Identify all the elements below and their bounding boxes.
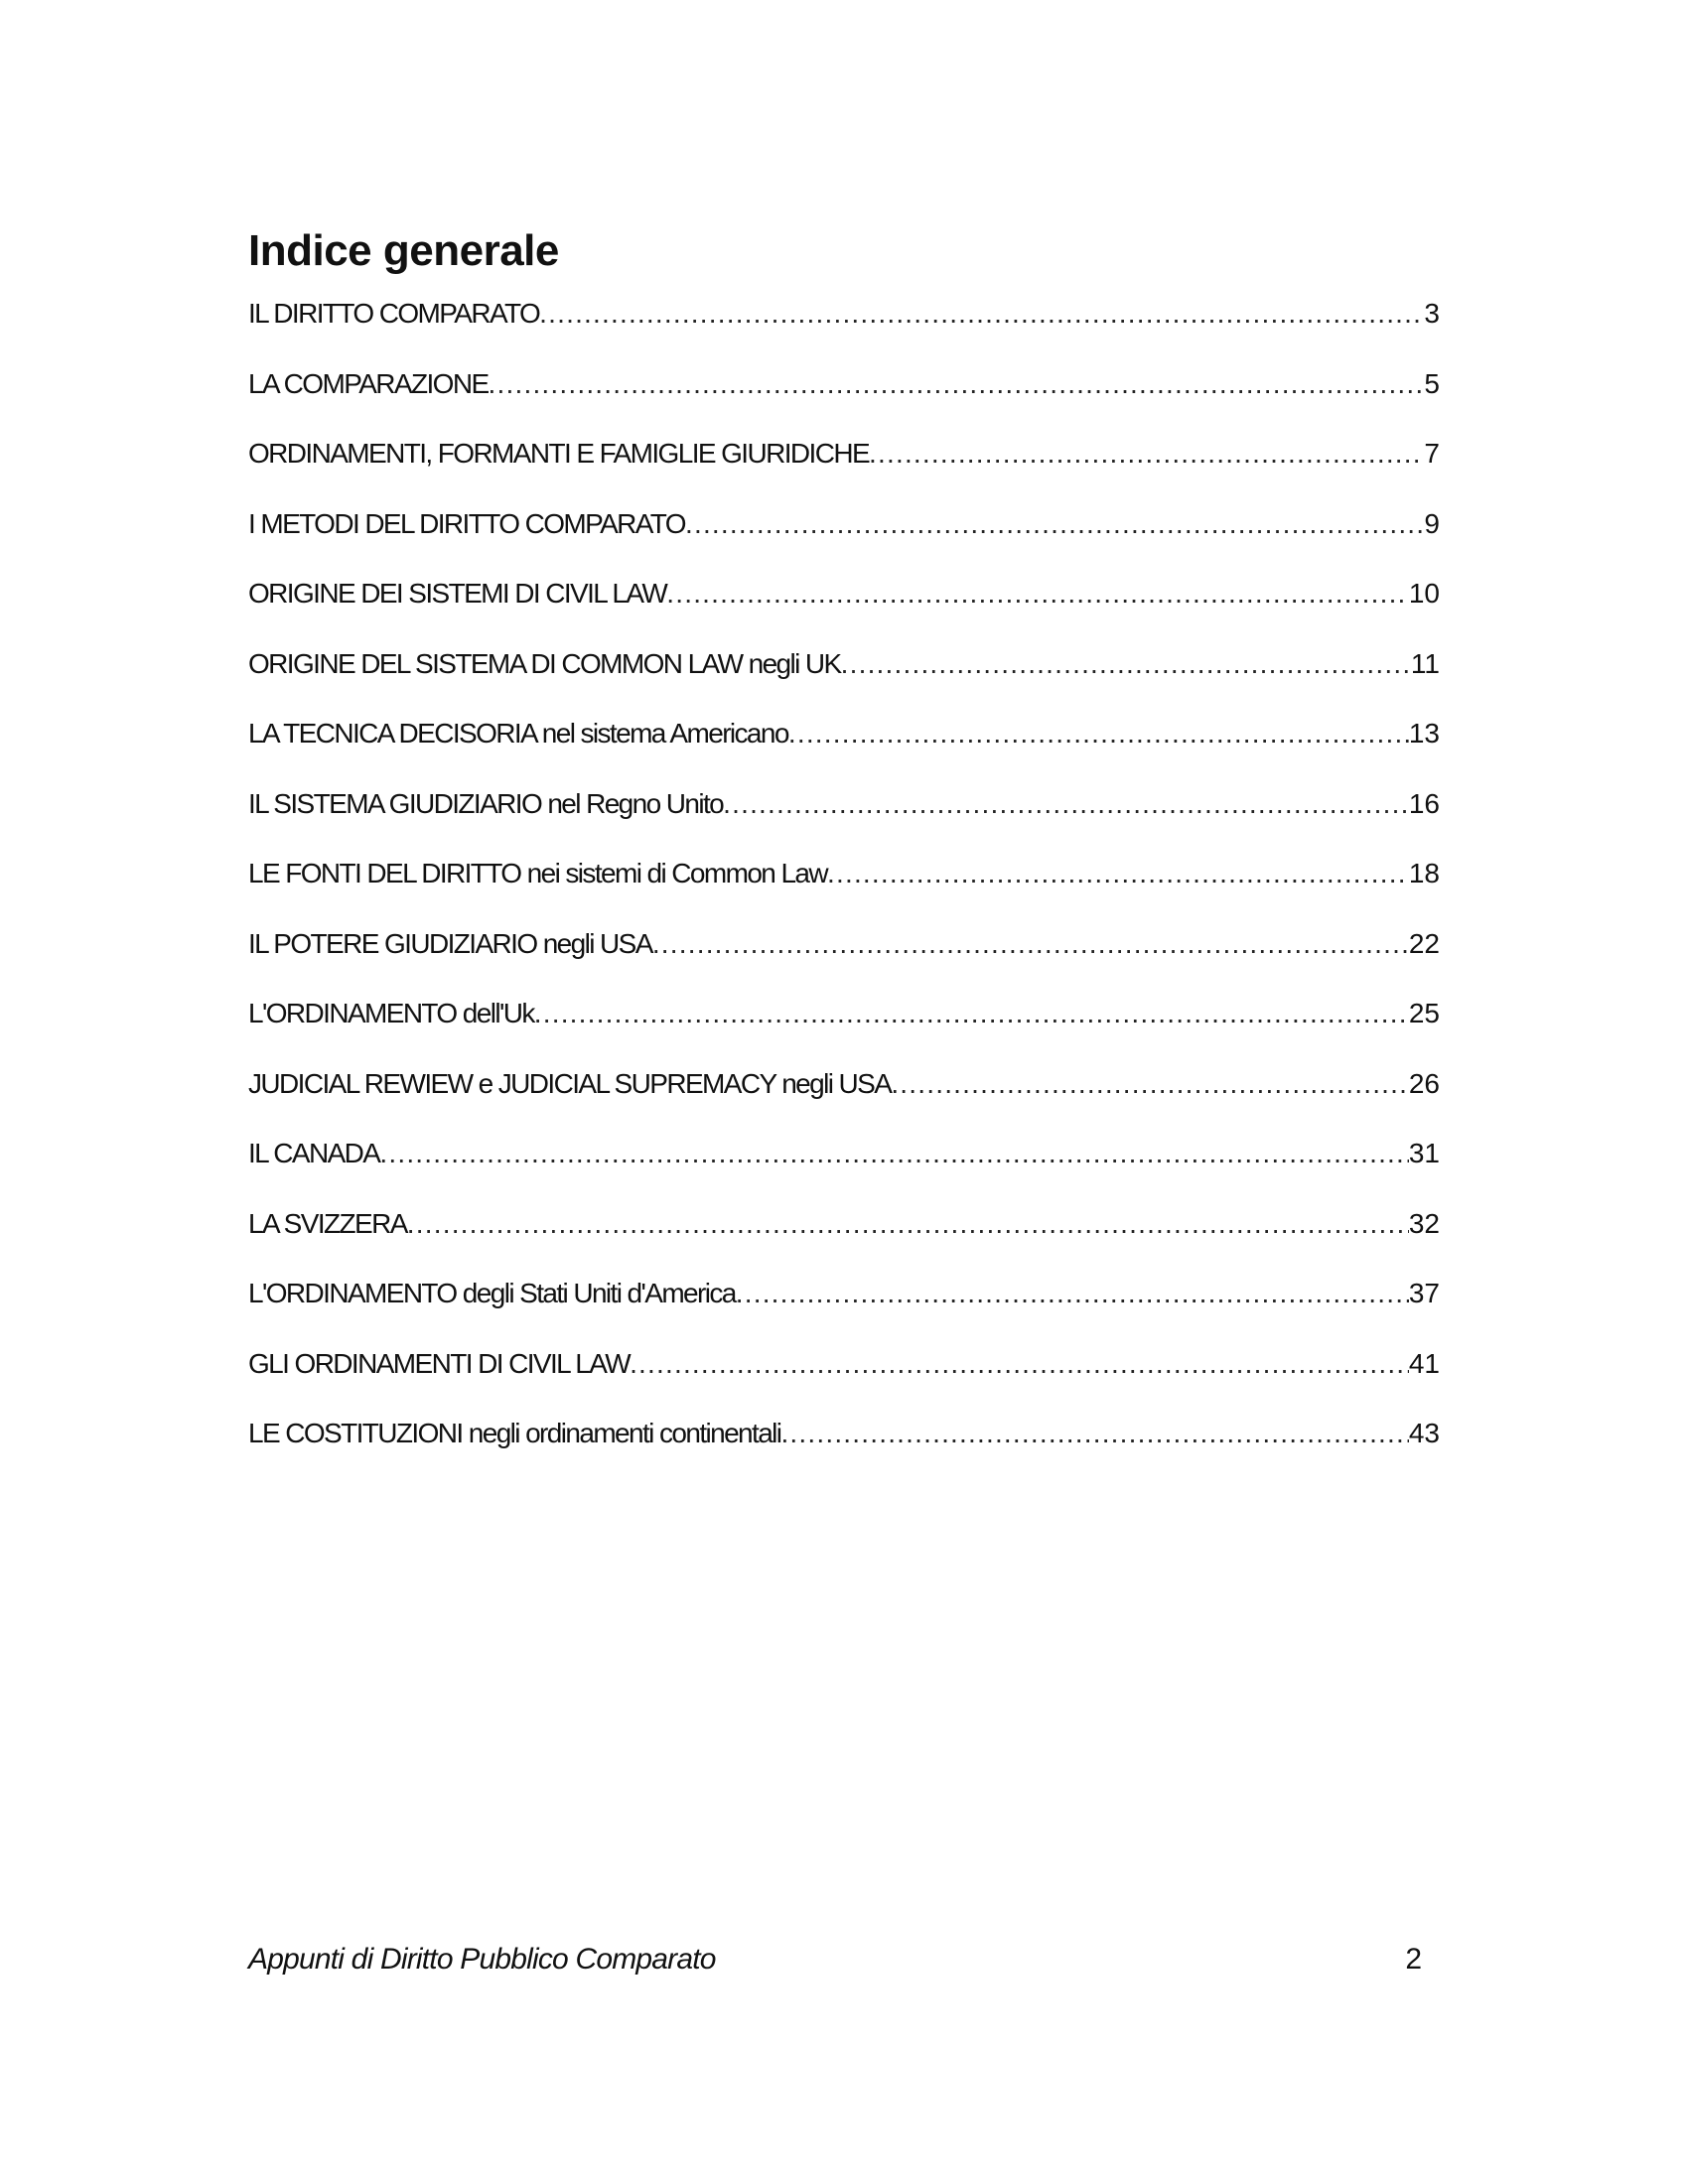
toc-entry-page: 9 xyxy=(1424,507,1440,539)
dot-leader xyxy=(788,718,1409,750)
toc-entry-title: ORIGINE DEL SISTEMA DI COMMON LAW negli UK xyxy=(248,647,841,679)
toc-entry-page: 13 xyxy=(1408,718,1440,749)
dot-leader xyxy=(630,1348,1409,1380)
toc-entry-page: 16 xyxy=(1408,787,1440,819)
toc-list xyxy=(248,298,1440,1488)
footer-page-number: 2 xyxy=(1405,1943,1422,1976)
toc-entry-page: 22 xyxy=(1408,927,1440,959)
toc-entry[interactable] xyxy=(248,718,1440,788)
dot-leader xyxy=(685,508,1424,540)
toc-entry-page: 37 xyxy=(1408,1278,1440,1308)
toc-entry-page: 18 xyxy=(1408,858,1440,888)
toc-entry-title: ORIGINE DEI SISTEMI DI CIVIL LAW xyxy=(248,578,667,609)
dot-leader xyxy=(869,438,1424,470)
dot-leader xyxy=(379,1138,1408,1169)
toc-entry[interactable] xyxy=(248,928,1440,999)
dot-leader xyxy=(407,1208,1409,1240)
toc-entry[interactable] xyxy=(248,1418,1440,1488)
toc-entry[interactable] xyxy=(248,508,1440,579)
toc-entry-page: 10 xyxy=(1408,578,1440,609)
toc-entry-title: LA SVIZZERA xyxy=(248,1207,407,1239)
toc-entry-page: 32 xyxy=(1408,1207,1440,1239)
dot-leader xyxy=(827,858,1409,889)
toc-entry-title: LA TECNICA DECISORIA nel sistema Americano xyxy=(248,718,788,749)
toc-entry-page: 43 xyxy=(1408,1418,1440,1448)
toc-entry[interactable] xyxy=(248,998,1440,1068)
toc-entry-title: LE FONTI DEL DIRITTO nei sistemi di Common Law xyxy=(248,858,828,888)
toc-entry-title: IL DIRITTO COMPARATO xyxy=(248,298,540,329)
toc-entry-title: L'ORDINAMENTO degli Stati Uniti d'America xyxy=(248,1278,736,1308)
toc-entry-page: 26 xyxy=(1408,1067,1440,1099)
dot-leader xyxy=(891,1068,1409,1100)
toc-entry-title: IL CANADA xyxy=(248,1138,380,1168)
toc-entry[interactable] xyxy=(248,1138,1440,1208)
toc-entry[interactable] xyxy=(248,368,1440,439)
dot-leader xyxy=(841,648,1411,680)
toc-entry-page: 5 xyxy=(1424,367,1440,399)
toc-entry[interactable] xyxy=(248,1208,1440,1279)
dot-leader xyxy=(652,928,1409,960)
toc-entry-title: I METODI DEL DIRITTO COMPARATO xyxy=(248,507,685,539)
toc-entry[interactable] xyxy=(248,1348,1440,1419)
toc-entry-title: LA COMPARAZIONE xyxy=(248,367,489,399)
dot-leader xyxy=(666,578,1409,610)
toc-entry[interactable] xyxy=(248,1068,1440,1139)
toc-entry-page: 7 xyxy=(1424,438,1440,469)
footer-document-title: Appunti di Diritto Pubblico Comparato xyxy=(248,1943,716,1976)
dot-leader xyxy=(723,788,1409,820)
toc-heading: Indice generale xyxy=(248,226,559,275)
toc-entry[interactable] xyxy=(248,1278,1440,1348)
dot-leader xyxy=(736,1278,1409,1309)
toc-entry[interactable] xyxy=(248,858,1440,928)
toc-entry[interactable] xyxy=(248,788,1440,859)
dot-leader xyxy=(489,368,1425,400)
toc-entry[interactable] xyxy=(248,438,1440,508)
toc-entry-page: 31 xyxy=(1408,1138,1440,1168)
toc-entry-page: 41 xyxy=(1408,1347,1440,1379)
toc-entry-page: 3 xyxy=(1424,298,1440,329)
dot-leader xyxy=(534,998,1409,1029)
toc-entry-title: ORDINAMENTI, FORMANTI E FAMIGLIE GIURIDICHE xyxy=(248,438,870,469)
dot-leader xyxy=(780,1418,1408,1449)
toc-entry-title: L'ORDINAMENTO dell'Uk xyxy=(248,998,534,1028)
toc-entry[interactable] xyxy=(248,648,1440,719)
toc-entry-title: IL POTERE GIUDIZIARIO negli USA xyxy=(248,927,652,959)
toc-entry-title: IL SISTEMA GIUDIZIARIO nel Regno Unito xyxy=(248,787,724,819)
toc-entry-page: 11 xyxy=(1410,647,1440,679)
toc-entry[interactable] xyxy=(248,578,1440,648)
dot-leader xyxy=(539,298,1424,330)
page-footer xyxy=(248,1943,1422,1977)
toc-entry-page: 25 xyxy=(1408,998,1440,1028)
toc-entry-title: JUDICIAL REWIEW e JUDICIAL SUPREMACY negli USA xyxy=(248,1067,892,1099)
toc-entry[interactable] xyxy=(248,298,1440,368)
toc-entry-title: GLI ORDINAMENTI DI CIVIL LAW xyxy=(248,1347,631,1379)
toc-entry-title: LE COSTITUZIONI negli ordinamenti continentali xyxy=(248,1418,781,1448)
